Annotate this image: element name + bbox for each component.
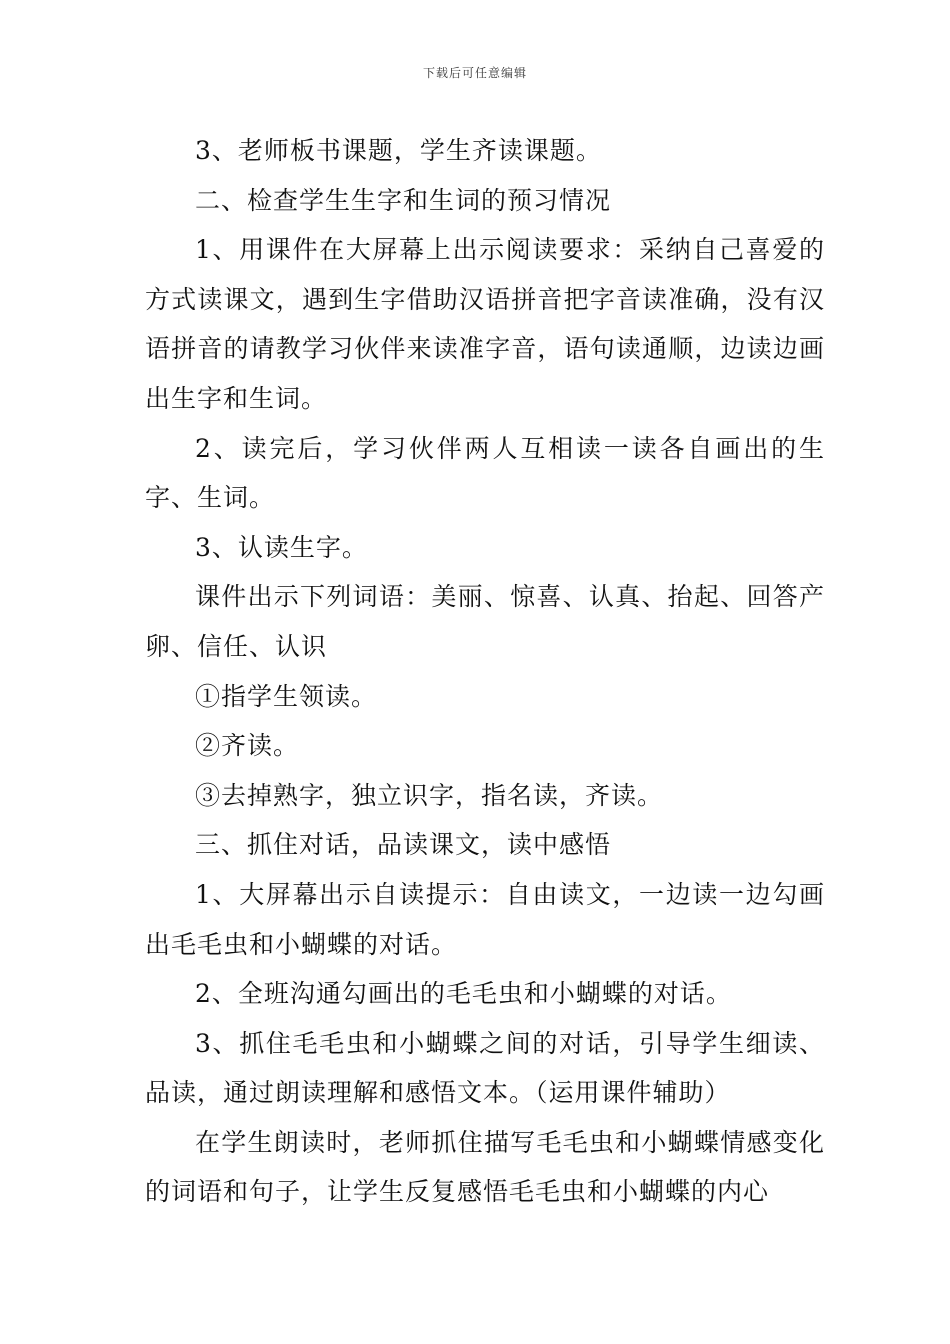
paragraph-2: 二、检查学生生字和生词的预习情况	[195, 185, 612, 215]
paragraph-10: 三、抓住对话，品读课文，读中感悟	[195, 830, 612, 860]
paragraph-7: ①指学生领读。	[195, 681, 378, 711]
paragraph-11: 1、大屏幕出示自读提示：自由读文，一边读一边勾画出毛毛虫和小蝴蝶的对话。	[145, 879, 825, 959]
paragraph-1: 3、老师板书课题，学生齐读课题。	[195, 136, 602, 165]
paragraph-5: 3、认读生字。	[195, 532, 368, 562]
paragraph-3: 1、用课件在大屏幕上出示阅读要求：采纳自己喜爱的方式读课文，遇到生字借助汉语拼音把字音读准确，没有汉语拼音的请教学习伙伴来读准字音，语句读通顺，边读边画出生字和生词。	[145, 235, 825, 413]
paragraph-14: 在学生朗读时，老师抓住描写毛毛虫和小蝴蝶情感变化的词语和句子，让学生反复感悟毛毛虫和小蝴蝶的内心	[145, 1127, 825, 1207]
paragraph-4: 2、读完后，学习伙伴两人互相读一读各自画出的生字、生词。	[145, 433, 825, 513]
paragraph-13: 3、抓住毛毛虫和小蝴蝶之间的对话，引导学生细读、品读，通过朗读理解和感悟文本。（运用课件辅助）	[145, 1028, 825, 1108]
page-header-note: 下载后可任意编辑	[422, 66, 527, 80]
document-body	[145, 126, 825, 1217]
paragraph-12: 2、全班沟通勾画出的毛毛虫和小蝴蝶的对话。	[195, 979, 732, 1009]
paragraph-8: ②齐读。	[195, 731, 300, 761]
paragraph-9: ③去掉熟字，独立识字，指名读，齐读。	[195, 780, 664, 810]
paragraph-6: 课件出示下列词语：美丽、惊喜、认真、抬起、回答产卵、信任、认识	[145, 582, 825, 661]
